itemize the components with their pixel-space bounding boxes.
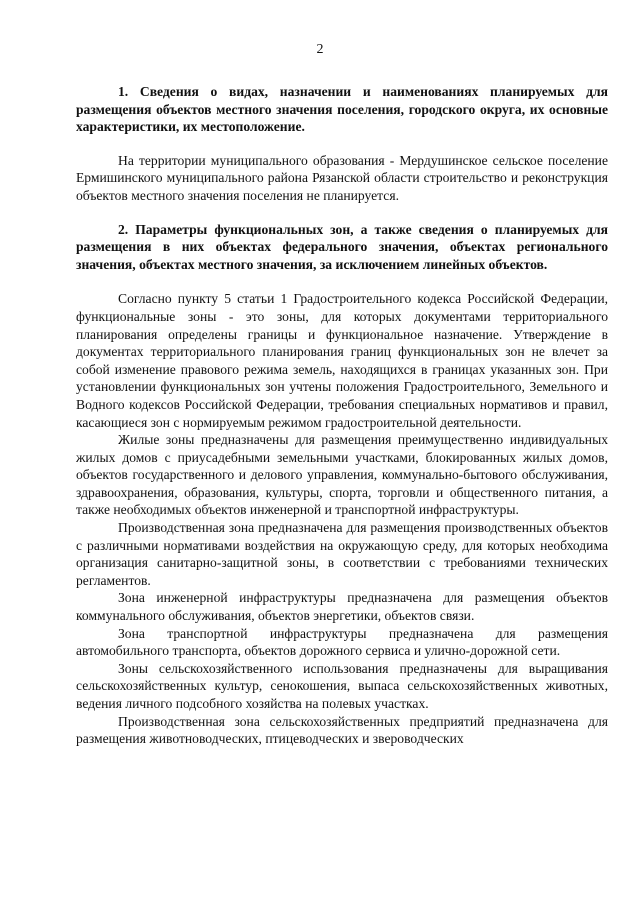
section-2-paragraph-3: Производственная зона предназначена для размещения производственных объектов с различными нормативами воздействия на окружающую среду, для которых необходима организация санитарно-защитной зоны, в соответствии с требованиями технических регламентов. xyxy=(76,520,608,588)
section-1-paragraph: На территории муниципального образования - Мердушинское сельское поселение Ермишинского муниципального района Рязанской области строительство и реконструкция объектов местного значения поселения не планируется. xyxy=(76,152,608,203)
section-1-heading: 1. Сведения о видах, назначении и наименованиях планируемых для размещения объектов местного значения поселения, городского округа, их основные характеристики, их местоположение. xyxy=(76,84,608,135)
section-2-heading: 2. Параметры функциональных зон, а также сведения о планируемых для размещения в них объектах федерального значения, объектах регионального значения, объектах местного значения, за исключением линейных объектов. xyxy=(76,221,608,272)
section-2-paragraph-1: Согласно пункту 5 статьи 1 Градостроительного кодекса Российской Федерации, функциональные зоны - это зоны, для которых документами территориального планирования определены границы и функциональное назначение. Утверждение в документах территориального планирования границ функциональных зон не влечет за собой изменение правового режима земель, находящихся в границах указанных зон. При установлении функциональных зон учтены положения Градостроительного, Земельного и Водного кодексов Российской Федерации, требования специальных нормативов и правил, касающиеся зон с нормируемым режимом градостроительной деятельности. xyxy=(76,291,608,430)
section-2-paragraph-7: Производственная зона сельскохозяйственных предприятий предназначена для размещения животноводческих, птицеводческих и звероводческих xyxy=(76,713,608,747)
page-number: 2 xyxy=(316,42,324,57)
section-2-paragraph-4: Зона инженерной инфраструктуры предназначена для размещения объектов коммунального обслуживания, объектов энергетики, объектов связи. xyxy=(76,590,608,624)
section-2-paragraph-2: Жилые зоны предназначены для размещения преимущественно индивидуальных жилых домов с приусадебными земельными участками, блокированных жилых домов, объектов государственного и делового управления, коммунально-бытового обслуживания, здравоохранения, образования, культуры, спорта, торговли и общественного питания, а также необходимых объектов инженерной и транспортной инфраструктуры. xyxy=(76,432,608,518)
section-2-paragraph-6: Зоны сельскохозяйственного использования предназначены для выращивания сельскохозяйственных культур, сенокошения, выпаса сельскохозяйственных животных, ведения личного подсобного хозяйства на полевых участках. xyxy=(76,660,608,711)
section-2-paragraph-5: Зона транспортной инфраструктуры предназначена для размещения автомобильного транспорта, объектов дорожного сервиса и улично-дорожной сети. xyxy=(76,625,608,659)
document-body xyxy=(76,83,608,748)
